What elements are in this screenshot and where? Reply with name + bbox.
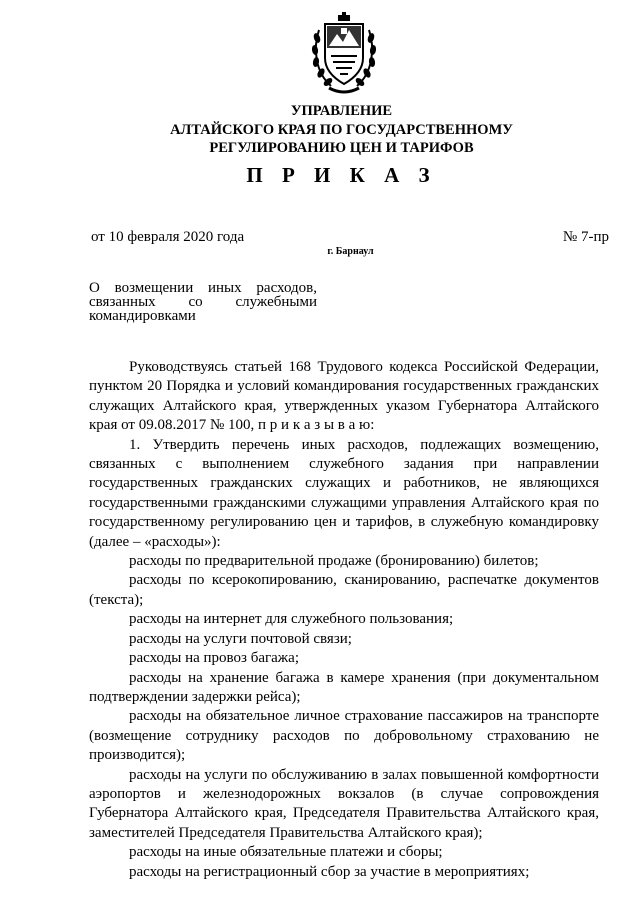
expense-item: расходы на услуги почтовой связи; xyxy=(129,630,352,647)
altai-coat-of-arms-emblem xyxy=(311,12,377,96)
document-city: г. Барнаул xyxy=(327,246,374,257)
document-date: от 10 февраля 2020 года xyxy=(91,229,245,245)
document-subject: О возмещении иных расходов, связанных со служебными командировками xyxy=(89,280,317,324)
document-body xyxy=(89,358,599,882)
expense-item: расходы на интернет для служебного пользования; xyxy=(129,611,454,628)
expense-item: расходы на регистрационный сбор за участие в мероприятиях; xyxy=(129,863,530,880)
agency-name-line-1: УПРАВЛЕНИЕ xyxy=(290,103,393,119)
agency-name-line-2: АЛТАЙСКОГО КРАЯ ПО ГОСУДАРСТВЕННОМУ xyxy=(170,122,513,138)
item-1-paragraph: 1. Утвердить перечень иных расходов, подлежащих возмещению, связанных с выполнением служебного задания при направлении государственных гражданских служащих и работников, не являющихся государственными гражданскими служащими управления Алтайского края по государственному регулированию цен и тарифов, в служебную командировку (далее – «расходы»): xyxy=(89,436,599,550)
expense-item: расходы на обязательное личное страхование пассажиров на транспорте (возмещение сотруднику расходов по добровольному страхованию не производится); xyxy=(89,708,599,764)
expense-item: расходы по ксерокопированию, сканированию, распечатке документов (текста); xyxy=(89,572,599,608)
expense-item: расходы на хранение багажа в камере хранения (при документальном подтверждении задержки рейса); xyxy=(89,669,599,705)
expense-item: расходы на провоз багажа; xyxy=(129,650,299,667)
intro-paragraph: Руководствуясь статьей 168 Трудового кодекса Российской Федерации, пунктом 20 Порядка и условий командирования государственных гражданских служащих Алтайского края, утвержденных указом Губернатора Алтайского края от 09.08.2017 № 100, п р и к а з ы в а ю: xyxy=(89,359,599,434)
document-number: № 7-пр xyxy=(562,229,609,245)
document-title: П Р И К А З xyxy=(246,163,437,187)
expense-item: расходы на иные обязательные платежи и сборы; xyxy=(129,844,443,861)
expense-item: расходы по предварительной продаже (бронированию) билетов; xyxy=(129,553,539,570)
expense-item: расходы на услуги по обслуживанию в залах повышенной комфортности аэропортов и железнодорожных вокзалов (в случае сопровождения Губернатора Алтайского края, Председателя Правительства Алтайского края, заместителей Председателя Правительства Алтайского края); xyxy=(89,766,599,841)
agency-name-line-3: РЕГУЛИРОВАНИЮ ЦЕН И ТАРИФОВ xyxy=(209,140,474,156)
